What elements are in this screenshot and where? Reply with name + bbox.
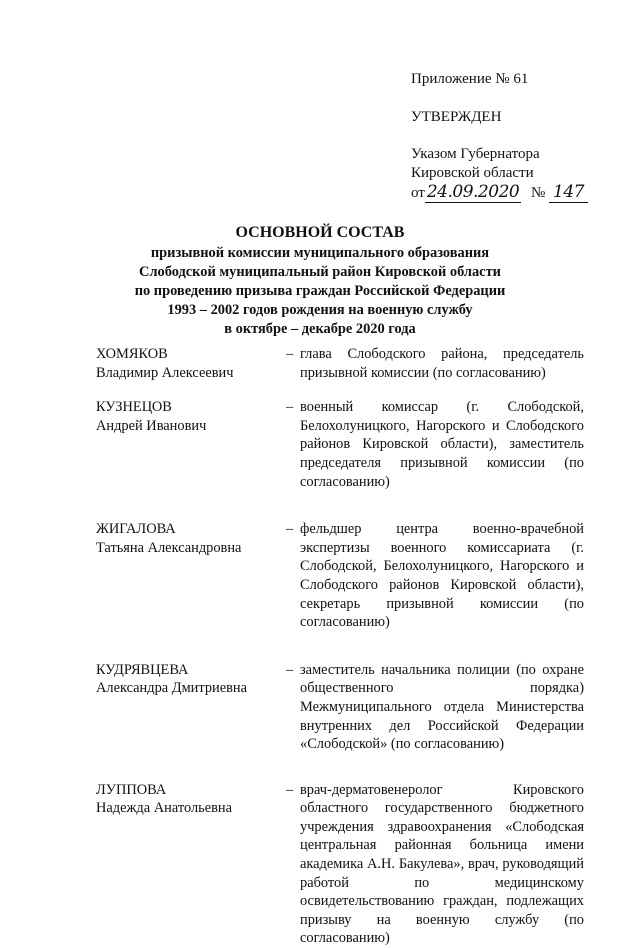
title-line: по проведению призыва граждан Российской Федерации: [134, 283, 506, 299]
title-line: 1993 – 2002 годов рождения на военную службу: [167, 302, 473, 318]
member-dash: –: [286, 521, 294, 538]
member-given-name: Татьяна Александровна: [96, 539, 242, 556]
title-line: в октябре – декабре 2020 года: [224, 321, 416, 337]
decree-line-2: Кировской области: [411, 165, 534, 181]
approved-label: УТВЕРЖДЕН: [411, 109, 502, 125]
member-dash: –: [286, 781, 294, 798]
member-dash: –: [286, 399, 294, 416]
member-dash: –: [286, 346, 294, 362]
decree-line-1: Указом Губернатора: [411, 146, 540, 162]
member-given-name: Андрей Иванович: [96, 417, 207, 434]
member-surname: КУДРЯВЦЕВА: [96, 661, 189, 678]
members-list: [96, 345, 586, 948]
member-row: [96, 398, 586, 491]
member-given-name: Владимир Алексеевич: [96, 364, 234, 381]
appendix-block: [411, 70, 621, 203]
member-row: [96, 781, 586, 948]
date-prefix: от: [411, 185, 425, 201]
appendix-number: Приложение № 61: [411, 71, 529, 87]
member-role: военный комиссар (г. Слободской, Белохолуницкого, Нагорского и Слободского районов Кировской области), заместитель председателя призывной комиссии (по согласованию): [300, 399, 584, 490]
member-row: [96, 661, 586, 754]
handwritten-date: 24.09.2020: [426, 182, 520, 202]
member-surname: ЛУППОВА: [96, 781, 167, 798]
member-role: врач-дерматовенеролог Кировского областного государственного бюджетного учреждения здравоохранения «Слободская центральная районная больница имени академика А.Н. Бакулева», врач, руководящий работой по медицинскому освидетельствованию граждан, подлежащих призыву на военную службу (по согласованию): [300, 781, 584, 947]
member-surname: КУЗНЕЦОВ: [96, 399, 172, 416]
title-line: Слободской муниципальный район Кировской области: [139, 264, 501, 280]
member-name: [96, 781, 286, 948]
member-role: фельдшер центра военно-врачебной экспертизы военного комиссариата (г. Слободской, Белохолуницкого, Нагорского и Слободского районов Кировской области), секретарь призывной комиссии (по согласованию): [300, 521, 584, 631]
member-given-name: Надежда Анатольевна: [96, 800, 232, 817]
member-name: [96, 345, 286, 382]
member-surname: ХОМЯКОВ: [96, 346, 168, 362]
member-row: [96, 345, 586, 382]
member-name: [96, 661, 286, 754]
number-prefix: №: [530, 185, 546, 201]
member-row: [96, 520, 586, 632]
decree-date-line: [411, 183, 621, 203]
member-role: глава Слободского района, председатель призывной комиссии (по согласованию): [300, 346, 584, 381]
title-line: призывной комиссии муниципального образования: [150, 245, 490, 261]
member-role: заместитель начальника полиции (по охране общественного порядка) Межмуниципального отдела Министерства внутренних дел Российской Федерации «Слободской» (по согласованию): [300, 661, 584, 753]
member-surname: ЖИГАЛОВА: [96, 521, 176, 538]
title-heading: ОСНОВНОЙ СОСТАВ: [235, 224, 405, 241]
member-name: [96, 520, 286, 632]
member-given-name: Александра Дмитриевна: [96, 680, 248, 697]
handwritten-number: 147: [549, 182, 588, 203]
member-dash: –: [286, 661, 294, 678]
document-title: [0, 222, 640, 339]
member-name: [96, 398, 286, 491]
